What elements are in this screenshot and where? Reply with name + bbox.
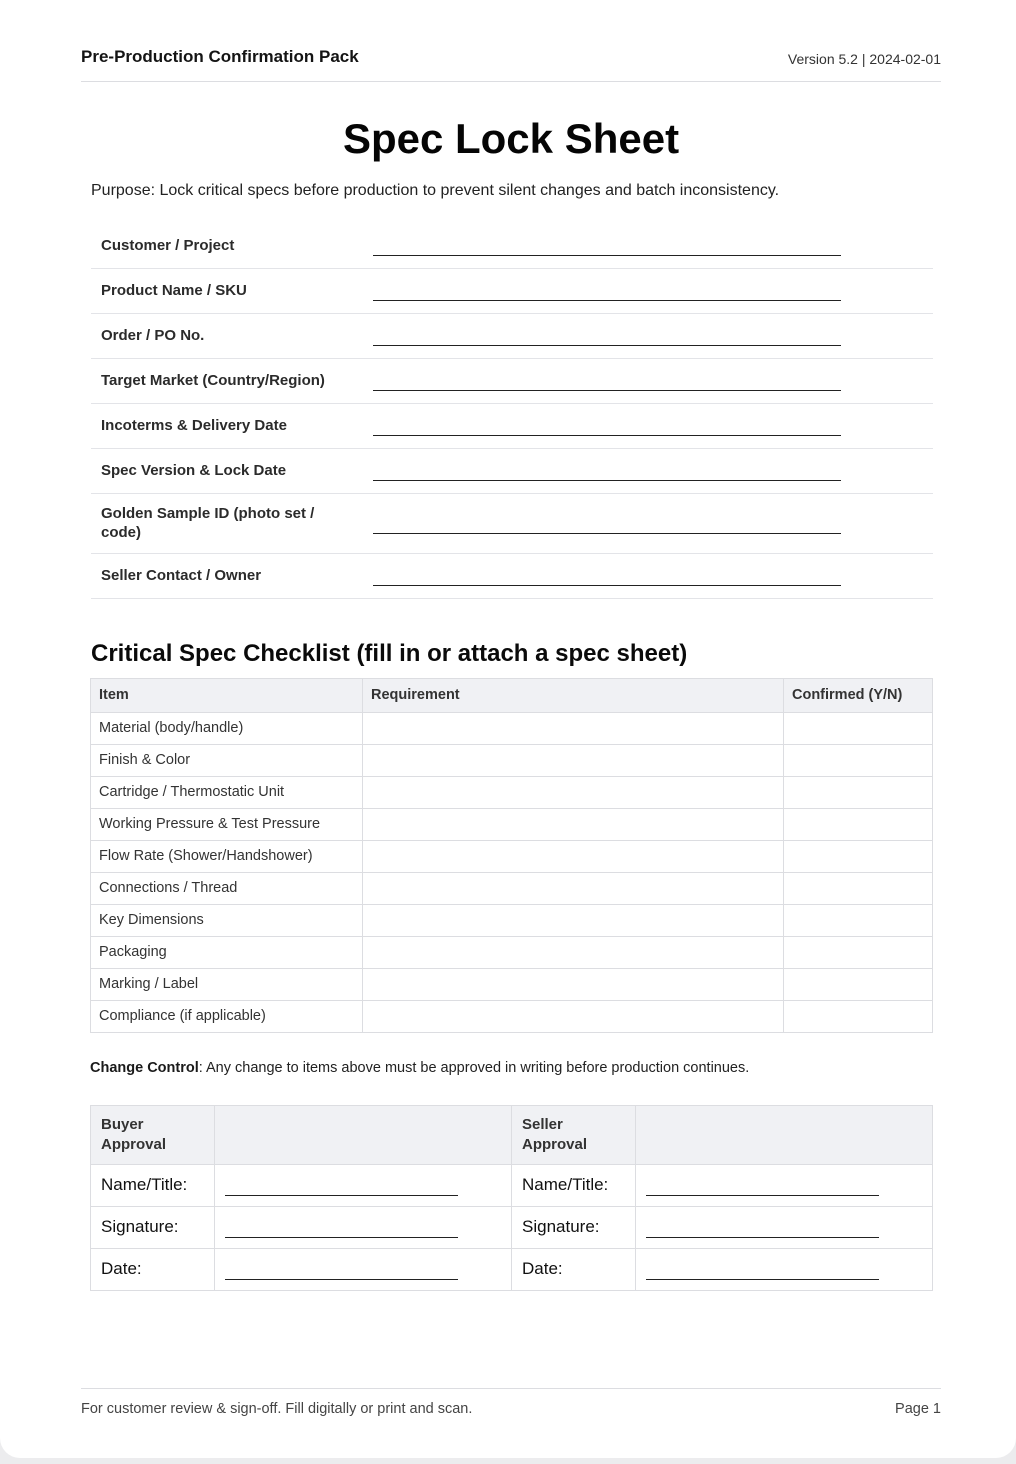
seller-date-input[interactable]	[636, 1248, 933, 1290]
seller-approval-heading: Seller Approval	[512, 1105, 636, 1164]
column-header: Confirmed (Y/N)	[784, 678, 933, 712]
requirement-cell[interactable]	[363, 712, 784, 744]
confirmed-cell[interactable]	[784, 840, 933, 872]
seller-date-label: Date:	[512, 1248, 636, 1290]
field-row	[91, 448, 933, 493]
requirement-cell[interactable]	[363, 776, 784, 808]
buyer-signature-input[interactable]	[215, 1206, 512, 1248]
seller-signature-input[interactable]	[636, 1206, 933, 1248]
seller-name-label: Name/Title:	[512, 1164, 636, 1206]
field-row	[91, 493, 933, 553]
confirmed-cell[interactable]	[784, 776, 933, 808]
field-row	[91, 403, 933, 448]
field-input[interactable]	[363, 448, 933, 493]
seller-name-input[interactable]	[636, 1164, 933, 1206]
requirement-cell[interactable]	[363, 904, 784, 936]
table-row	[91, 840, 933, 872]
seller-signature-label: Signature:	[512, 1206, 636, 1248]
item-cell: Finish & Color	[91, 744, 363, 776]
confirmed-cell[interactable]	[784, 936, 933, 968]
approval-row	[91, 1248, 933, 1290]
checklist-heading: Critical Spec Checklist (fill in or attach a spec sheet)	[91, 639, 688, 667]
field-input[interactable]	[363, 268, 933, 313]
field-row	[91, 223, 933, 268]
confirmed-cell[interactable]	[784, 872, 933, 904]
page-footer	[81, 1388, 941, 1417]
confirmed-cell[interactable]	[784, 1000, 933, 1032]
version-label: Version 5.2 | 2024-02-01	[787, 51, 941, 67]
page-title: Spec Lock Sheet	[342, 115, 680, 162]
field-input[interactable]	[363, 403, 933, 448]
field-row	[91, 553, 933, 598]
field-label: Order / PO No.	[91, 313, 363, 358]
field-label: Seller Contact / Owner	[91, 553, 363, 598]
column-header: Requirement	[363, 678, 784, 712]
project-info-table	[91, 223, 933, 599]
approval-header-row	[91, 1105, 933, 1164]
item-cell: Key Dimensions	[91, 904, 363, 936]
item-cell: Cartridge / Thermostatic Unit	[91, 776, 363, 808]
requirement-cell[interactable]	[363, 936, 784, 968]
field-input[interactable]	[363, 358, 933, 403]
purpose-text: Purpose: Lock critical specs before production to prevent silent changes and batch inconsistency.	[91, 182, 780, 199]
item-cell: Material (body/handle)	[91, 712, 363, 744]
field-label: Incoterms & Delivery Date	[91, 403, 363, 448]
column-header: Item	[91, 678, 363, 712]
field-label: Golden Sample ID (photo set / code)	[91, 493, 363, 553]
field-label: Customer / Project	[91, 223, 363, 268]
approval-table	[90, 1105, 933, 1291]
table-row	[91, 872, 933, 904]
item-cell: Connections / Thread	[91, 872, 363, 904]
field-label: Target Market (Country/Region)	[91, 358, 363, 403]
table-row	[91, 904, 933, 936]
confirmed-cell[interactable]	[784, 712, 933, 744]
footer-note: For customer review & sign-off. Fill digitally or print and scan.	[81, 1401, 473, 1417]
change-control-label: Change Control	[90, 1059, 199, 1076]
buyer-name-input[interactable]	[215, 1164, 512, 1206]
table-row	[91, 968, 933, 1000]
approval-row	[91, 1206, 933, 1248]
approval-row	[91, 1164, 933, 1206]
pack-title: Pre-Production Confirmation Pack	[81, 47, 359, 66]
table-row	[91, 1000, 933, 1032]
field-row	[91, 313, 933, 358]
field-input[interactable]	[363, 223, 933, 268]
requirement-cell[interactable]	[363, 808, 784, 840]
page-header	[81, 0, 941, 82]
table-row	[91, 936, 933, 968]
table-header-row	[91, 678, 933, 712]
field-input[interactable]	[363, 553, 933, 598]
requirement-cell[interactable]	[363, 968, 784, 1000]
requirement-cell[interactable]	[363, 744, 784, 776]
item-cell: Marking / Label	[91, 968, 363, 1000]
change-control-note	[90, 1060, 941, 1076]
item-cell: Working Pressure & Test Pressure	[91, 808, 363, 840]
item-cell: Packaging	[91, 936, 363, 968]
field-input[interactable]	[363, 493, 933, 553]
field-row	[91, 268, 933, 313]
field-label: Spec Version & Lock Date	[91, 448, 363, 493]
buyer-signature-label: Signature:	[91, 1206, 215, 1248]
field-input[interactable]	[363, 313, 933, 358]
table-row	[91, 712, 933, 744]
confirmed-cell[interactable]	[784, 744, 933, 776]
item-cell: Compliance (if applicable)	[91, 1000, 363, 1032]
buyer-name-label: Name/Title:	[91, 1164, 215, 1206]
confirmed-cell[interactable]	[784, 904, 933, 936]
buyer-date-input[interactable]	[215, 1248, 512, 1290]
requirement-cell[interactable]	[363, 840, 784, 872]
item-cell: Flow Rate (Shower/Handshower)	[91, 840, 363, 872]
table-row	[91, 776, 933, 808]
confirmed-cell[interactable]	[784, 808, 933, 840]
requirement-cell[interactable]	[363, 872, 784, 904]
confirmed-cell[interactable]	[784, 968, 933, 1000]
buyer-date-label: Date:	[91, 1248, 215, 1290]
requirement-cell[interactable]	[363, 1000, 784, 1032]
page-number: Page 1	[895, 1401, 941, 1417]
field-row	[91, 358, 933, 403]
field-label: Product Name / SKU	[91, 268, 363, 313]
buyer-approval-heading: Buyer Approval	[91, 1105, 215, 1164]
spec-checklist-table	[90, 678, 933, 1033]
change-control-text: : Any change to items above must be approved in writing before production continues.	[198, 1059, 750, 1076]
table-row	[91, 808, 933, 840]
table-row	[91, 744, 933, 776]
